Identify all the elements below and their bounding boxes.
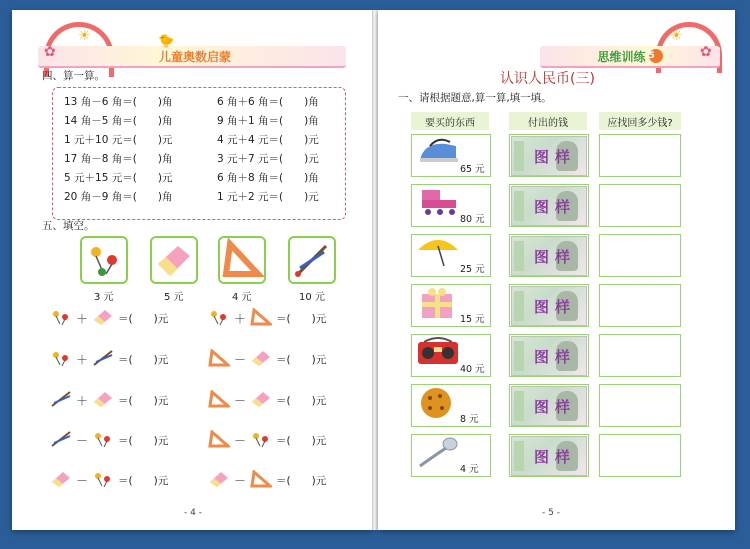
pushpins-icon — [50, 308, 72, 330]
right-header-badge: 5 — [649, 49, 663, 63]
section4-title: 四、算一算。 — [42, 70, 105, 82]
triangle-ruler-icon — [250, 470, 272, 492]
change-answer-box[interactable] — [599, 284, 681, 327]
left-header-banner — [38, 16, 346, 66]
spoon-icon — [416, 436, 460, 474]
column-header-item: 要买的东西 — [411, 112, 489, 130]
expression: 9 角＋1 角＝( )角 — [217, 115, 319, 127]
section5-title: 五、填空。 — [42, 220, 95, 232]
answer-blank[interactable]: ＝( )元 — [118, 435, 169, 447]
expression: 6 角＋8 角＝( )角 — [217, 172, 319, 184]
left-header-title: 儿童奥数启蒙 — [158, 49, 231, 64]
pushpins-icon — [92, 430, 114, 452]
paint-brushes-icon — [50, 430, 72, 452]
instruction: 一、请根据题意,算一算,填一填。 — [398, 92, 552, 104]
page-title: 认识人民币(三) — [500, 71, 595, 87]
item-card-brushes — [288, 236, 336, 284]
operator: － — [76, 434, 89, 448]
right-header-banner — [540, 16, 720, 66]
pushpins-icon — [50, 349, 72, 371]
triangle-ruler-icon — [208, 349, 230, 371]
sample-stamp: 图样 — [534, 298, 577, 316]
operator: － — [76, 474, 89, 488]
column-header-paid: 付出的钱 — [509, 112, 587, 130]
answer-blank[interactable]: ＝( )元 — [276, 395, 327, 407]
item-price: 65 元 — [460, 164, 485, 175]
operator: ＋ — [76, 394, 89, 408]
expression: 3 元＋7 元＝( )元 — [217, 153, 319, 165]
right-header-band — [540, 46, 720, 68]
eraser-icon — [92, 308, 114, 330]
item-price: 3 元 — [94, 292, 114, 303]
flower-icon: ✿ — [700, 44, 712, 60]
eraser-icon — [208, 470, 230, 492]
operator: ＋ — [76, 312, 89, 326]
triangle-ruler-icon — [208, 390, 230, 412]
triangle-ruler-icon — [250, 308, 272, 330]
item-price: 25 元 — [460, 264, 485, 275]
expression: 13 角－6 角＝( )角 — [64, 96, 173, 108]
umbrella-icon — [416, 236, 460, 272]
sample-stamp: 图样 — [534, 398, 577, 416]
pushpins-icon — [92, 470, 114, 492]
iron-icon — [416, 136, 460, 170]
item-price: 10 元 — [299, 292, 325, 303]
left-page — [12, 10, 373, 530]
eraser-icon — [50, 470, 72, 492]
sample-stamp: 图样 — [534, 448, 577, 466]
answer-blank[interactable]: ＝( )元 — [276, 313, 327, 325]
eraser-icon — [250, 349, 272, 371]
operator: － — [234, 474, 247, 488]
operator: － — [234, 353, 247, 367]
sample-stamp: 图样 — [534, 148, 577, 166]
sample-stamp: 图样 — [534, 248, 577, 266]
item-price: 80 元 — [460, 214, 485, 225]
sample-stamp: 图样 — [534, 348, 577, 366]
eraser-icon — [152, 238, 196, 282]
answer-blank[interactable]: ＝( )元 — [118, 475, 169, 487]
item-price: 15 元 — [460, 314, 485, 325]
change-answer-box[interactable] — [599, 234, 681, 277]
pushpins-icon — [250, 430, 272, 452]
paint-brushes-icon — [290, 238, 334, 282]
item-price: 8 元 — [460, 414, 479, 425]
answer-blank[interactable]: ＝( )元 — [276, 435, 327, 447]
answer-blank[interactable]: ＝( )元 — [276, 475, 327, 487]
operator: ＋ — [234, 312, 247, 326]
page-number-left: - 4 - — [184, 508, 202, 518]
sample-stamp: 图样 — [534, 198, 577, 216]
operator: ＋ — [76, 353, 89, 367]
item-price: 40 元 — [460, 364, 485, 375]
cookie-icon — [416, 386, 460, 424]
eraser-icon — [250, 390, 272, 412]
expression: 5 元＋15 元＝( )元 — [64, 172, 173, 184]
item-price: 5 元 — [164, 292, 184, 303]
expression: 17 角－8 角＝( )角 — [64, 153, 173, 165]
eraser-icon — [92, 390, 114, 412]
right-header-title: 思维训练 — [597, 49, 646, 64]
answer-blank[interactable]: ＝( )元 — [276, 354, 327, 366]
triangle-ruler-icon — [208, 430, 230, 452]
item-card-pushpins — [80, 236, 128, 284]
change-answer-box[interactable] — [599, 434, 681, 477]
answer-blank[interactable]: ＝( )元 — [118, 395, 169, 407]
pushpins-icon — [208, 308, 230, 330]
expression: 20 角－9 角＝( )角 — [64, 191, 173, 203]
sun-icon: ☀ — [670, 28, 683, 44]
expression: 6 角＋6 角＝( )角 — [217, 96, 319, 108]
flower-icon: ✿ — [44, 44, 56, 60]
paint-brushes-icon — [92, 349, 114, 371]
operator: － — [234, 434, 247, 448]
answer-blank[interactable]: ＝( )元 — [118, 313, 169, 325]
change-answer-box[interactable] — [599, 184, 681, 227]
expression: 4 元＋4 元＝( )元 — [217, 134, 319, 146]
paint-brushes-icon — [50, 390, 72, 412]
change-answer-box[interactable] — [599, 334, 681, 377]
sun-icon: ☀ — [78, 28, 91, 44]
radio-icon — [416, 336, 460, 370]
expression: 14 角－5 角＝( )角 — [64, 115, 173, 127]
triangle-ruler-icon — [220, 238, 264, 282]
roller-skate-icon — [416, 186, 460, 220]
item-price: 4 元 — [232, 292, 252, 303]
expression: 1 元＋10 元＝( )元 — [64, 134, 173, 146]
operator: － — [234, 394, 247, 408]
right-page — [378, 10, 735, 530]
page-number-right: - 5 - — [542, 508, 560, 518]
item-price: 4 元 — [460, 464, 479, 475]
expression: 1 元＋2 元＝( )元 — [217, 191, 319, 203]
item-card-eraser — [150, 236, 198, 284]
column-header-change: 应找回多少钱? — [599, 112, 681, 130]
gift-box-icon — [416, 286, 460, 324]
change-answer-box[interactable] — [599, 134, 681, 177]
change-answer-box[interactable] — [599, 384, 681, 427]
left-header-band — [38, 46, 346, 68]
chick-icon: 🐤 — [158, 34, 175, 49]
pushpins-icon — [82, 238, 126, 282]
answer-blank[interactable]: ＝( )元 — [118, 354, 169, 366]
item-card-triangle — [218, 236, 266, 284]
